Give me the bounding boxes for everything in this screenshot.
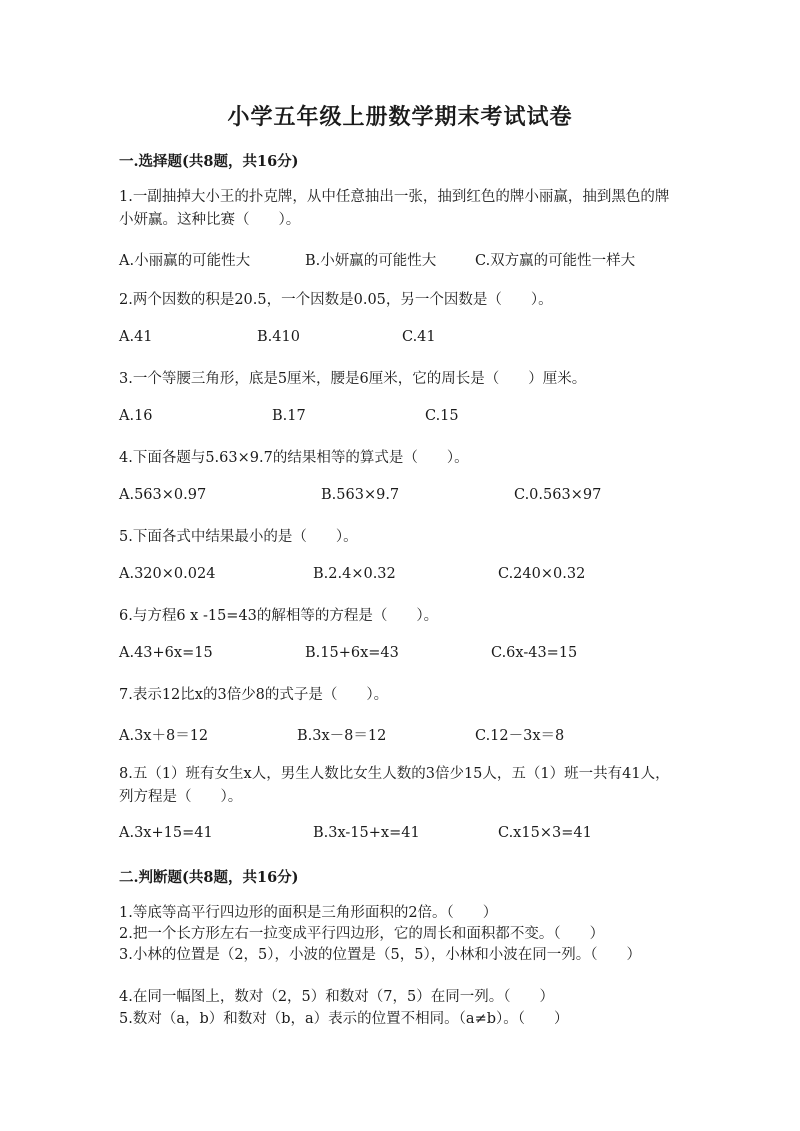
q4-option-a: A.563×0.97 xyxy=(119,487,207,503)
q8-option-b: B.3x-15+x=41 xyxy=(313,825,420,841)
q5-option-c: C.240×0.32 xyxy=(498,566,586,582)
q6-option-c: C.6x-43=15 xyxy=(491,645,578,661)
q3-option-b: B.17 xyxy=(272,408,306,424)
q2-option-b: B.410 xyxy=(257,329,300,345)
q4-option-c: C.0.563×97 xyxy=(514,487,602,503)
judge-item-3: 3.小林的位置是（2，5），小波的位置是（5，5），小林和小波在同一列。（ ） xyxy=(119,947,641,963)
q5-option-b: B.2.4×0.32 xyxy=(313,566,396,582)
q5-option-a: A.320×0.024 xyxy=(119,566,216,582)
judge-item-5: 5.数对（a，b）和数对（b，a）表示的位置不相同。（a≠b）。（ ） xyxy=(119,1011,569,1027)
question-4: 4.下面各题与5.63×9.7的结果相等的算式是（ ）。 xyxy=(119,450,469,466)
q6-option-b: B.15+6x=43 xyxy=(305,645,399,661)
section-judge-heading: 二.判断题(共8题，共16分) xyxy=(119,869,299,886)
section-choice-heading: 一.选择题(共8题，共16分) xyxy=(119,153,299,170)
q4-option-b: B.563×9.7 xyxy=(321,487,400,503)
q8-option-a: A.3x+15=41 xyxy=(119,825,213,841)
question-6: 6.与方程6 x -15=43的解相等的方程是（ ）。 xyxy=(119,608,439,624)
question-8: 8.五（1）班有女生x人，男生人数比女生人数的3倍少15人，五（1）班一共有41人，列方程是（ ）。 xyxy=(119,766,670,805)
question-2: 2.两个因数的积是20.5，一个因数是0.05，另一个因数是（ ）。 xyxy=(119,292,553,308)
question-3: 3.一个等腰三角形，底是5厘米，腰是6厘米，它的周长是（ ）厘米。 xyxy=(119,371,587,387)
judge-item-4: 4.在同一幅图上，数对（2，5）和数对（7，5）在同一列。（ ） xyxy=(119,989,554,1005)
q1-option-c: C.双方赢的可能性一样大 xyxy=(475,253,636,269)
q6-option-a: A.43+6x=15 xyxy=(119,645,213,661)
judge-item-1: 1.等底等高平行四边形的面积是三角形面积的2倍。（ ） xyxy=(119,905,498,921)
q7-option-b: B.3x－8＝12 xyxy=(297,728,387,744)
q7-option-a: A.3x＋8＝12 xyxy=(119,728,209,744)
question-5: 5.下面各式中结果最小的是（ ）。 xyxy=(119,529,358,545)
q3-option-a: A.16 xyxy=(119,408,153,424)
q1-option-b: B.小妍赢的可能性大 xyxy=(305,253,437,269)
q3-option-c: C.15 xyxy=(425,408,459,424)
exam-title: 小学五年级上册数学期末考试试卷 xyxy=(227,104,573,130)
q2-option-c: C.41 xyxy=(402,329,436,345)
q2-option-a: A.41 xyxy=(119,329,153,345)
q8-option-c: C.x15×3=41 xyxy=(498,825,592,841)
question-1: 1.一副抽掉大小王的扑克牌，从中任意抽出一张，抽到红色的牌小丽赢，抽到黑色的牌小妍赢。这种比赛（ ）。 xyxy=(119,189,670,228)
question-7: 7.表示12比x的3倍少8的式子是（ ）。 xyxy=(119,687,389,703)
q7-option-c: C.12－3x＝8 xyxy=(475,728,565,744)
judge-item-2: 2.把一个长方形左右一拉变成平行四边形，它的周长和面积都不变。（ ） xyxy=(119,926,605,942)
q1-option-a: A.小丽赢的可能性大 xyxy=(119,253,251,269)
